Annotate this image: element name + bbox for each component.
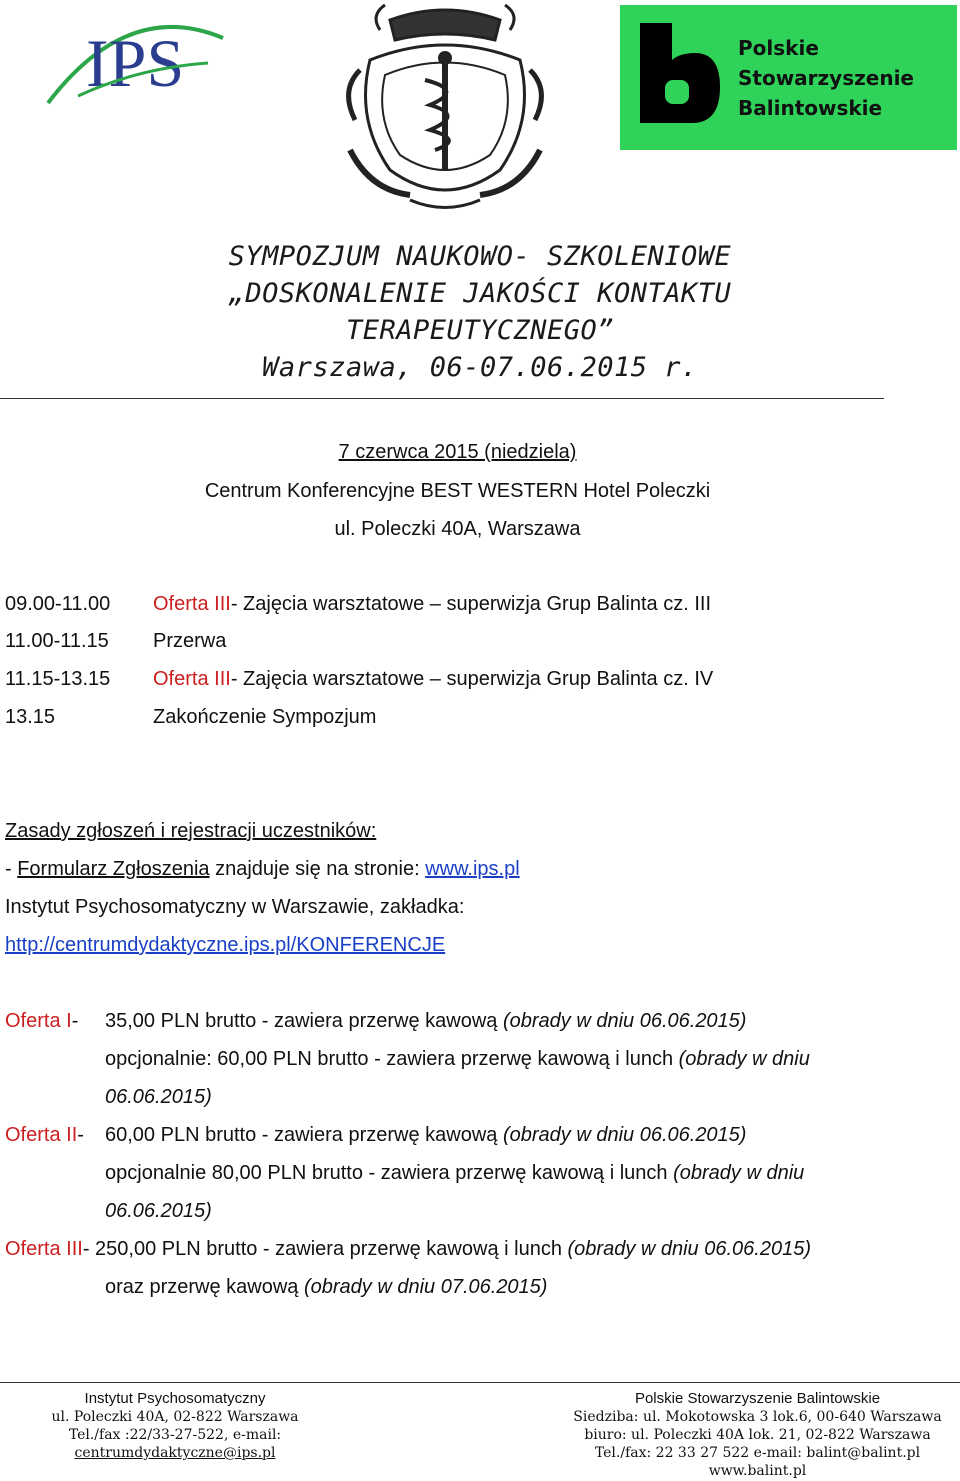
registration-form-label: Formularz Zgłoszenia [17,858,210,880]
schedule-offer-label: Oferta III [153,668,231,690]
schedule-text: Przerwa [153,630,227,652]
schedule-time: 11.15-13.15 [5,668,111,690]
registration-form-text: znajduje się na stronie: [209,858,426,880]
day-address: ul. Poleczki 40A, Warszawa [334,518,581,540]
footer-association-phone: Tel./fax: 22 33 27 522 e-mail: balint@balint.pl [594,1445,921,1461]
schedule-time: 09.00-11.00 [5,593,111,615]
registration-institute-line: Instytut Psychosomatyczny w Warszawie, zakładka: [5,896,465,918]
offer-1-option-date-cont: 06.06.2015) [105,1086,212,1108]
footer-institute-email[interactable]: centrumdydaktyczne@ips.pl [74,1445,276,1461]
psb-logo-line3: Balintowskie [738,96,883,120]
crest-logo [330,0,560,215]
offer-3-dash: - [82,1238,90,1260]
registration-dash: - [5,858,18,880]
footer-divider [0,1382,960,1383]
ips-logo [8,8,228,123]
registration-form-line [5,858,520,881]
footer-association-office: biuro: ul. Poleczki 40A lok. 21, 02-822 Warszawa [584,1427,931,1443]
psb-logo-line1: Polskie [738,36,819,60]
offer-1 [5,1010,78,1033]
offer-1-label: Oferta I [5,1010,72,1032]
day-date: 7 czerwca 2015 (niedziela) [338,441,577,463]
footer-institute [45,1390,305,1462]
offer-3-cont-date: (obrady w dniu 07.06.2015) [303,1276,548,1298]
offer-2-text [105,1124,746,1147]
registration-heading: Zasady zgłoszeń i rejestracji uczestników: [5,820,377,842]
footer-association-name: Polskie Stowarzyszenie Balintowskie [634,1390,881,1407]
offer-2-dash: - [77,1124,84,1146]
offer-2-option [105,1162,804,1185]
offer-2-option-date-cont: 06.06.2015) [105,1200,212,1222]
offer-2-price: 60,00 PLN brutto - zawiera przerwę kawową [105,1124,503,1146]
offer-1-dash: - [71,1010,79,1032]
footer-institute-name: Instytut Psychosomatyczny [84,1390,266,1407]
offer-3-cont [105,1276,547,1299]
ips-logo-text: IPS [86,25,185,101]
title-line-3: TERAPEUTYCZNEGO” [345,315,615,346]
footer-association [555,1390,960,1480]
offer-2-option-date: (obrady w dniu [673,1162,805,1184]
schedule-text: - Zajęcia warsztatowe – superwizja Grup Balinta cz. III [230,593,711,615]
title-divider [0,398,884,399]
psb-logo-mark [620,5,957,150]
day-venue: Centrum Konferencyjne BEST WESTERN Hotel Poleczki [204,480,711,502]
offer-1-price: 35,00 PLN brutto - zawiera przerwę kawową [105,1010,503,1032]
footer-association-seat: Siedziba: ul. Mokotowska 3 lok.6, 00-640 Warszawa [573,1409,942,1425]
schedule-text: Zakończenie Sympozjum [153,706,377,728]
footer-institute-address: ul. Poleczki 40A, 02-822 Warszawa [51,1409,299,1425]
offer-1-text [105,1010,746,1033]
psb-logo-line2: Stowarzyszenie [738,66,914,90]
offer-1-date: (obrady w dniu 06.06.2015) [502,1010,747,1032]
offer-3-label: Oferta III [5,1238,83,1260]
logo-bar [0,0,960,215]
offer-3-cont-text: oraz przerwę kawową [105,1276,304,1298]
offer-2 [5,1124,84,1147]
footer-association-web[interactable]: www.balint.pl [708,1463,807,1479]
offer-2-date: (obrady w dniu 06.06.2015) [502,1124,747,1146]
schedule-offer-label: Oferta III [153,593,231,615]
schedule-text: - Zajęcia warsztatowe – superwizja Grup Balinta cz. IV [230,668,714,690]
document-title [0,238,960,386]
offer-2-option-price: opcjonalnie 80,00 PLN brutto - zawiera przerwę kawową i lunch [105,1162,674,1184]
offer-1-option-date: (obrady w dniu [678,1048,810,1070]
psb-logo [620,5,957,150]
offer-1-option [105,1048,810,1071]
offer-3-price: 250,00 PLN brutto - zawiera przerwę kawową i lunch [89,1238,568,1260]
ips-website-link[interactable]: www.ips.pl [425,858,520,880]
title-line-1: SYMPOZJUM NAUKOWO- SZKOLENIOWE [228,241,732,272]
footer-institute-phone: Tel./fax :22/33-27-522, e-mail: [68,1427,282,1443]
schedule-time: 11.00-11.15 [5,630,109,652]
title-line-4: Warszawa, 06-07.06.2015 r. [262,352,698,383]
offer-3-date: (obrady w dniu 06.06.2015) [567,1238,811,1260]
offer-3 [5,1238,811,1261]
offer-1-option-price: opcjonalnie: 60,00 PLN brutto - zawiera przerwę kawową i lunch [105,1048,679,1070]
offer-2-label: Oferta II [5,1124,78,1146]
conferences-link[interactable]: http://centrumdydaktyczne.ips.pl/KONFERENCJE [5,934,446,956]
title-line-2: „DOSKONALENIE JAKOŚCI KONTAKTU [228,278,732,309]
schedule-time: 13.15 [5,706,56,728]
